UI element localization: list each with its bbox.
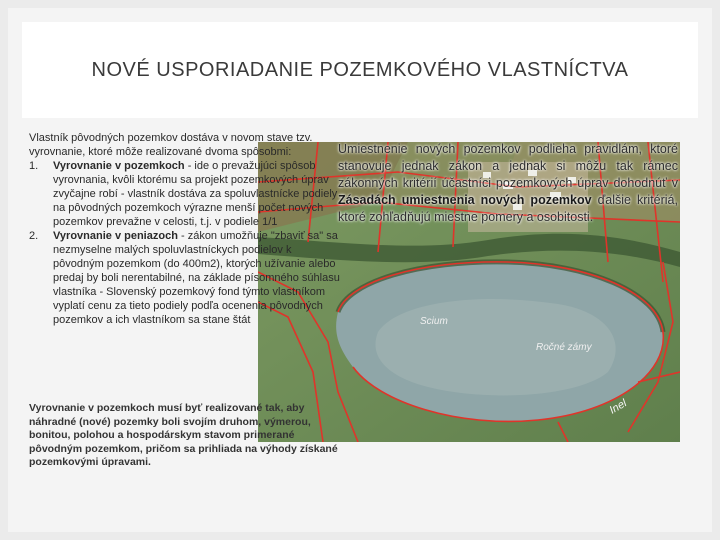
summary-note: Vyrovnanie v pozemkoch musí byť realizované tak, aby náhradné (nové) pozemky boli svojím druhom, výmerou, bonitou, polohou a hospodárskym stavom primerané pôvodným pozemkom, pričom sa prihliada na výhody získané pozemkovými úpravami.: [29, 402, 338, 468]
list-item-text: - zákon umožňuje "zbaviť sa" sa nezmyselne malých spoluvlastníckych podielov k pôvodným pozemkom (do 400m2), ktorých užívanie alebo predaj by boli nerentabilné, na základe písomného súhlasu vlastníka - Slovenský pozemkový fond týmto vlastníkom vyplatí cenu za tieto podiely podľa ocenenia pôvodných pozemkov a ich vlastníkom sa stane štát: [53, 230, 340, 326]
intro-paragraph: Vlastník pôvodných pozemkov dostáva v novom stave tzv. vyrovnanie, ktoré môže realizované dvoma spôsobmi:: [29, 132, 313, 158]
map-label-scium: Scium: [420, 316, 448, 327]
page-title: NOVÉ USPORIADANIE POZEMKOVÉHO VLASTNÍCTVA: [91, 58, 629, 81]
left-column-text: [29, 131, 341, 327]
right-text-part-1: Umiestnenie nových pozemkov podlieha pravidlám, ktoré stanovuje jednak zákon a jednak si môžu tak rámec zákonných kritérií účastníci pozemkových úprav dohodnúť v: [338, 142, 678, 190]
list-item-text: - ide o prevažujúci spôsob vyrovnania, kvôli ktorému sa projekt pozemkových úprav zvyčajne robí - vlastník dostáva za spoluvlastnícke podiely na pôvodných pozemkoch výrazne menší počet nových pozemkov prevažne v celosti, t.j. v podiele 1/1: [53, 160, 338, 228]
right-column-text: [338, 141, 678, 226]
list-number: 2.: [29, 230, 39, 242]
list-item: [29, 229, 341, 327]
map-label-rocne-zamy: Ročné zámy: [536, 342, 592, 353]
right-text-part-2: ďalšie kritériá, ktoré zohľadňujú miestne pomery a osobitosti.: [338, 193, 678, 224]
principles-document-name: Zásadách umiestnenia nových pozemkov: [338, 193, 592, 207]
map-label-inel: Inel: [607, 397, 629, 417]
title-box: [22, 22, 698, 118]
list-number: 1.: [29, 160, 39, 172]
list-item-heading: Vyrovnanie v pozemkoch: [53, 160, 185, 172]
settlement-list: [29, 159, 341, 327]
list-item: [29, 159, 341, 229]
list-item-heading: Vyrovnanie v peniazoch: [53, 230, 178, 242]
